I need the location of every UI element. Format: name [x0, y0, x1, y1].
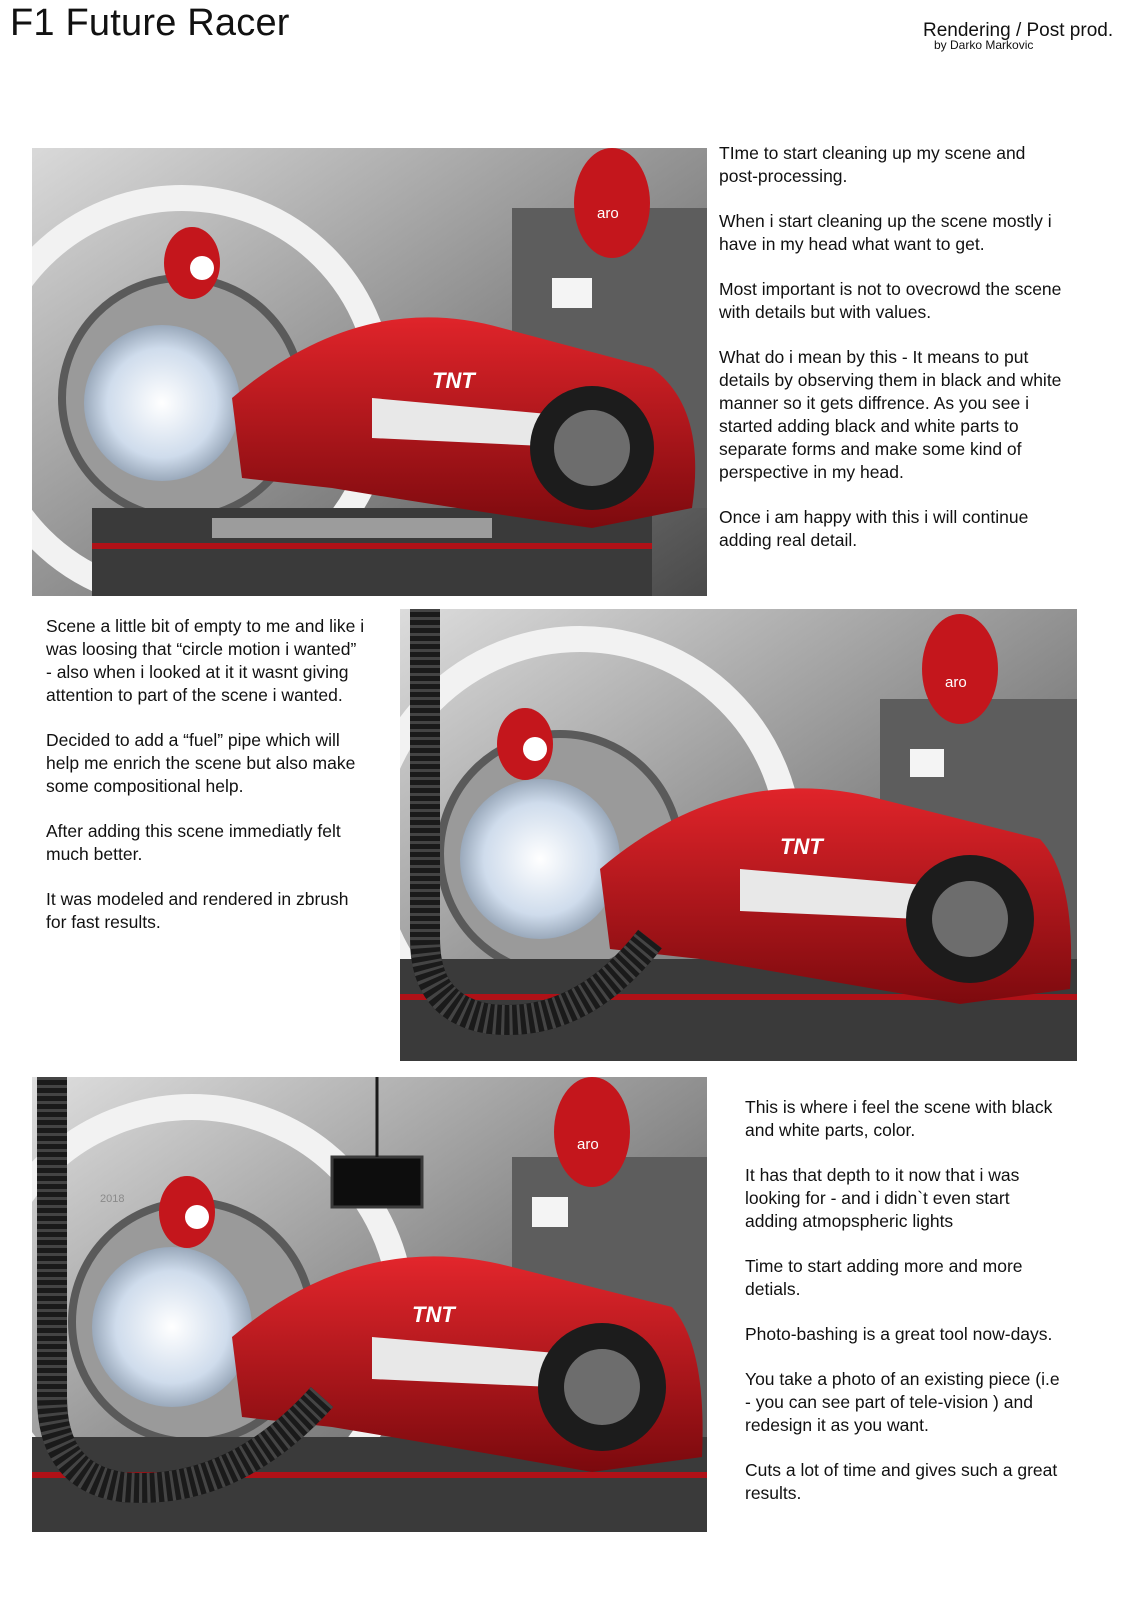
paragraph: Cuts a lot of time and gives such a great results.	[745, 1460, 1058, 1503]
helmet-text: aro	[597, 205, 619, 222]
bike-logo: TNT	[432, 368, 475, 393]
paragraph: Photo-bashing is a great tool now-days.	[745, 1324, 1053, 1344]
paragraphs-stage-1	[719, 142, 1069, 574]
paragraph: Decided to add a “fuel” pipe which will help me enrich the scene but also make some compositional help.	[46, 730, 356, 796]
paragraph: Time to start adding more and more detials.	[745, 1256, 1023, 1299]
render-image-stage-1	[32, 148, 707, 596]
paragraphs-stage-2	[46, 615, 366, 956]
paragraphs-stage-3	[745, 1096, 1065, 1527]
paragraph: Once i am happy with this i will continue adding real detail.	[719, 507, 1029, 550]
paragraph: Scene a little bit of empty to me and like i was loosing that “circle motion i wanted” - also when i looked at it it wasnt giving attention to part of the scene i wanted.	[46, 616, 365, 705]
paragraph: Most important is not to ovecrowd the scene with details but with values.	[719, 279, 1062, 322]
bike-logo: TNT	[412, 1302, 455, 1327]
paragraph: What do i mean by this - It means to put details by observing them in black and white manner so it gets diffrence. As you see i started adding black and white parts to separate forms and make some kind of perspective in my head.	[719, 347, 1062, 482]
paragraph: When i start cleaning up the scene mostly i have in my head what want to get.	[719, 211, 1052, 254]
helmet-text: aro	[945, 674, 967, 691]
paragraph: It was modeled and rendered in zbrush for fast results.	[46, 889, 349, 932]
year-marking: 2018	[100, 1193, 125, 1205]
author-byline: by Darko Markovic	[934, 38, 1034, 52]
paragraph: It has that depth to it now that i was looking for - and i didn`t even start adding atmopspheric lights	[745, 1165, 1020, 1231]
render-image-stage-3	[32, 1077, 707, 1532]
paragraph: This is where i feel the scene with black and white parts, color.	[745, 1097, 1053, 1140]
render-image-stage-2	[400, 609, 1077, 1061]
paragraph: You take a photo of an existing piece (i.e - you can see part of tele-vision ) and redesign it as you want.	[745, 1369, 1060, 1435]
helmet-text: aro	[577, 1136, 599, 1153]
paragraph: After adding this scene immediatly felt much better.	[46, 821, 341, 864]
paragraph: TIme to start cleaning up my scene and post-processing.	[719, 143, 1026, 186]
bike-logo: TNT	[780, 834, 823, 859]
page-title: F1 Future Racer	[10, 2, 290, 44]
section-label: Rendering / Post prod.	[923, 20, 1114, 41]
